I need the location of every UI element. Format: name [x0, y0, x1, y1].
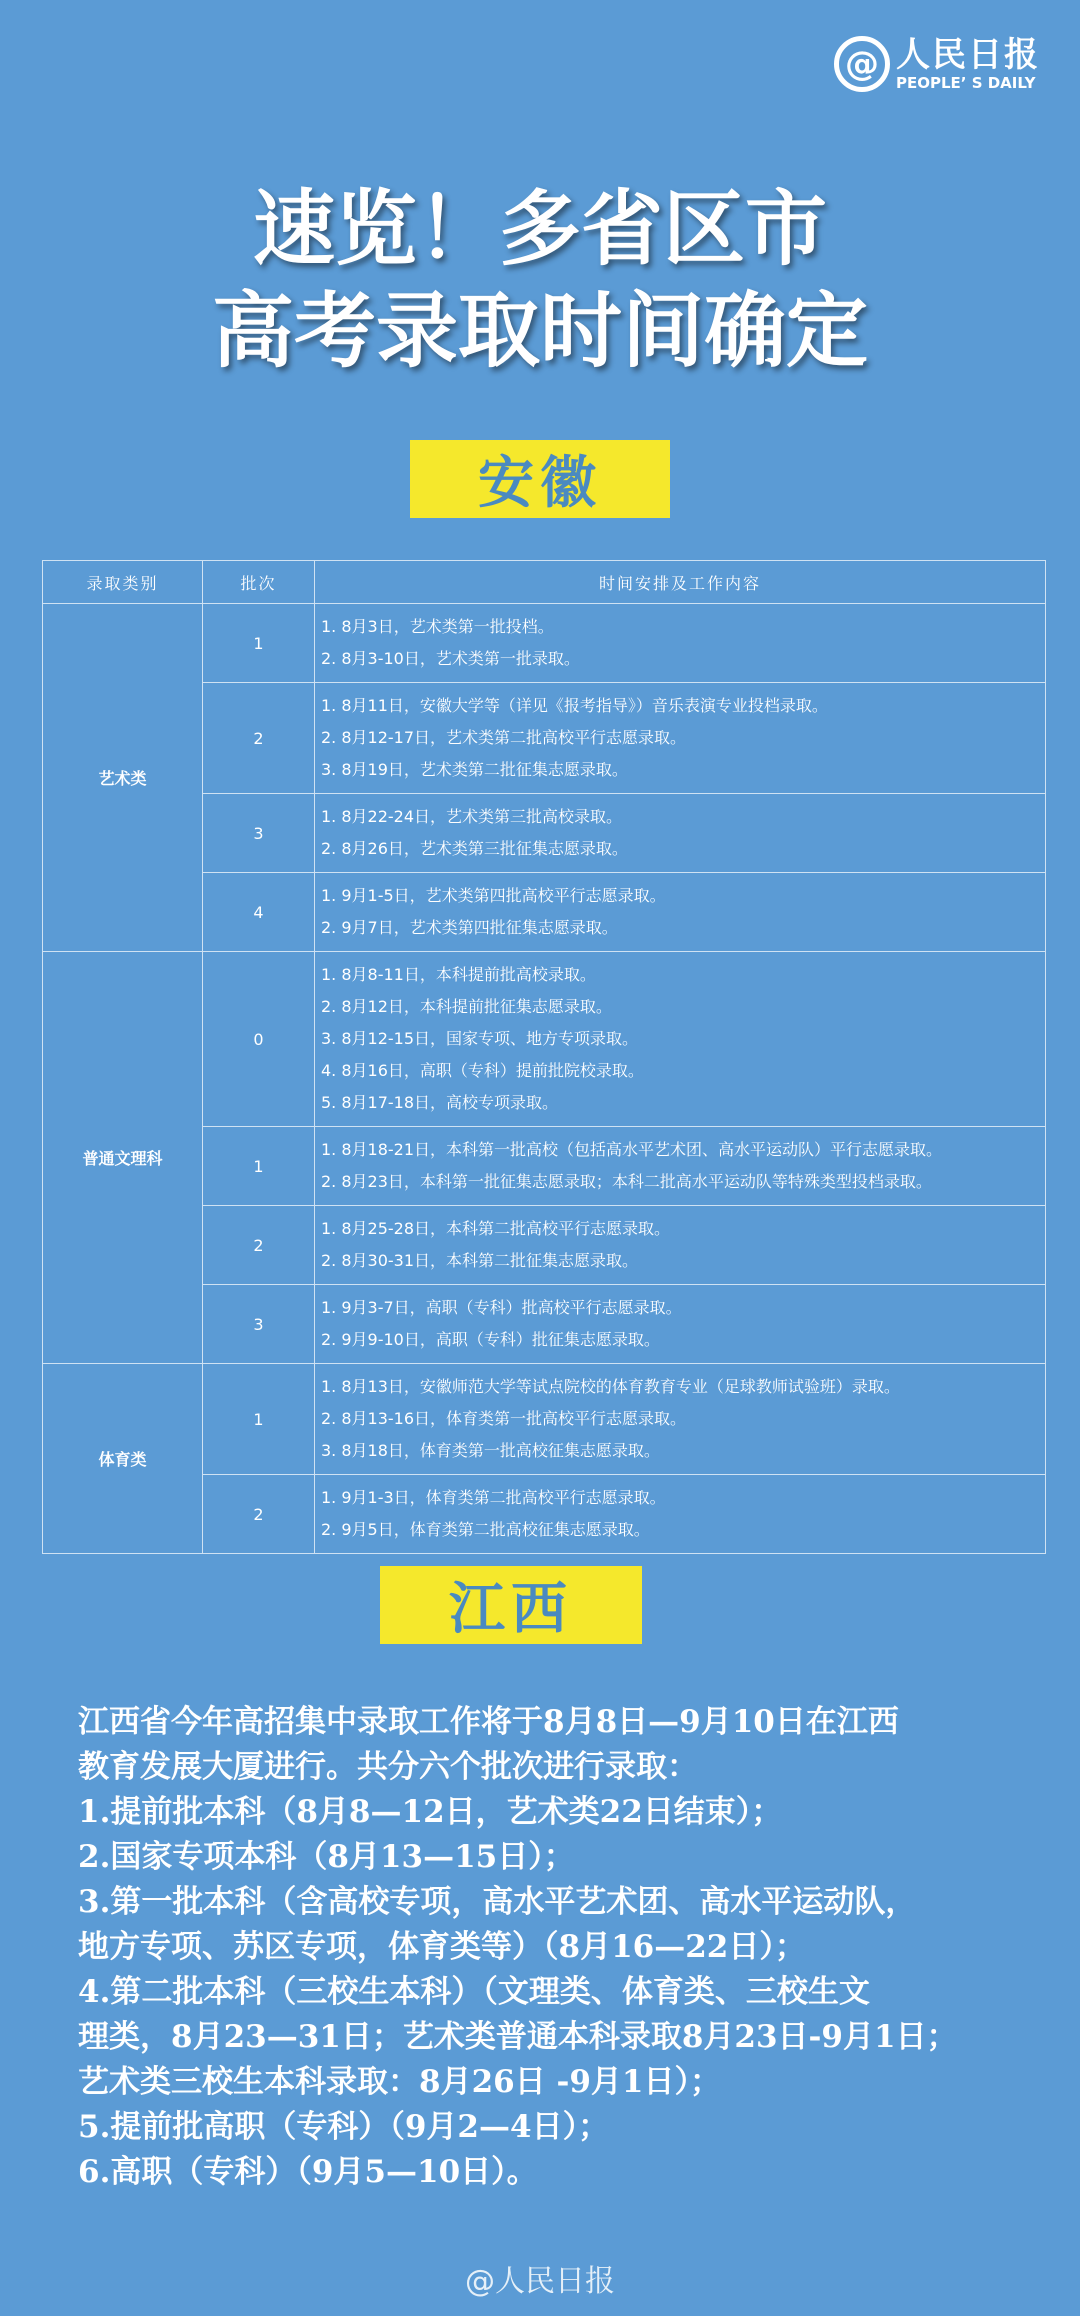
jiangxi-line: 地方专项、苏区专项，体育类等）（8月16—22日）； — [78, 1929, 806, 1965]
batch-cell: 2 — [203, 683, 315, 794]
jiangxi-line: 4.第二批本科（三校生本科）（文理类、体育类、三校生文 — [78, 1974, 870, 2010]
table-header-row — [43, 561, 1046, 604]
batch-cell: 3 — [203, 1285, 315, 1364]
batch-cell: 2 — [203, 1206, 315, 1285]
title-line-1: 速览！多省区市 — [252, 181, 827, 277]
peoples-daily-logo — [834, 36, 1040, 92]
schedule-line: 1. 9月1-3日，体育类第二批高校平行志愿录取。 — [321, 1488, 666, 1507]
content-cell — [315, 683, 1046, 794]
schedule-line: 1. 8月8-11日，本科提前批高校录取。 — [321, 965, 596, 984]
jiangxi-line: 江西省今年高招集中录取工作将于8月8日—9月10日在江西 — [78, 1704, 899, 1740]
schedule-line: 2. 9月9-10日，高职（专科）批征集志愿录取。 — [321, 1330, 660, 1349]
logo-name: 人民日报 — [896, 35, 1040, 75]
schedule-line: 2. 8月26日，艺术类第三批征集志愿录取。 — [321, 839, 628, 858]
schedule-line: 2. 9月7日，艺术类第四批征集志愿录取。 — [321, 918, 618, 937]
schedule-line: 1. 8月13日，安徽师范大学等试点院校的体育教育专业（足球教师试验班）录取。 — [321, 1377, 900, 1396]
schedule-line: 1. 8月22-24日，艺术类第三批高校录取。 — [321, 807, 623, 826]
header-category: 录取类别 — [43, 561, 203, 604]
jiangxi-line: 3.第一批本科（含高校专项，高水平艺术团、高水平运动队， — [78, 1884, 917, 1920]
schedule-line: 5. 8月17-18日，高校专项录取。 — [321, 1093, 559, 1112]
jiangxi-line: 6.高职（专科）（9月5—10日）。 — [78, 2154, 538, 2190]
header-batch: 批次 — [203, 561, 315, 604]
category-cell: 体育类 — [43, 1364, 203, 1554]
schedule-line: 1. 8月3日，艺术类第一批投档。 — [321, 617, 554, 636]
schedule-line: 1. 8月11日，安徽大学等（详见《报考指导》）音乐表演专业投档录取。 — [321, 696, 828, 715]
content-cell — [315, 1364, 1046, 1475]
content-cell — [315, 952, 1046, 1127]
content-cell — [315, 1206, 1046, 1285]
jiangxi-text — [78, 1700, 1058, 2195]
schedule-line: 3. 8月18日，体育类第一批高校征集志愿录取。 — [321, 1441, 660, 1460]
jiangxi-line: 理类，8月23—31日；艺术类普通本科录取8月23日-9月1日； — [78, 2019, 958, 2055]
batch-cell: 1 — [203, 604, 315, 683]
weibo-footer: @人民日报 — [465, 2264, 615, 2299]
schedule-line: 2. 8月30-31日，本科第二批征集志愿录取。 — [321, 1251, 639, 1270]
jiangxi-line: 教育发展大厦进行。共分六个批次进行录取： — [78, 1749, 698, 1785]
content-cell — [315, 873, 1046, 952]
table-row — [43, 604, 1046, 683]
jiangxi-line: 2.国家专项本科（8月13—15日）； — [78, 1839, 575, 1875]
schedule-line: 2. 9月5日，体育类第二批高校征集志愿录取。 — [321, 1520, 650, 1539]
logo-english: PEOPLE’ S DAILY — [896, 74, 1036, 92]
content-cell — [315, 1127, 1046, 1206]
page-title — [0, 178, 1080, 382]
category-cell: 艺术类 — [43, 604, 203, 952]
content-cell — [315, 1285, 1046, 1364]
schedule-line: 1. 8月25-28日，本科第二批高校平行志愿录取。 — [321, 1219, 671, 1238]
anhui-heading: 安徽 — [410, 440, 670, 518]
logo-text — [896, 36, 1040, 92]
jiangxi-heading: 江西 — [380, 1566, 642, 1644]
jiangxi-line: 5.提前批高职（专科）（9月2—4日）； — [78, 2109, 610, 2145]
category-cell: 普通文理科 — [43, 952, 203, 1364]
batch-cell: 0 — [203, 952, 315, 1127]
header-content: 时间安排及工作内容 — [315, 561, 1046, 604]
schedule-line: 2. 8月23日，本科第一批征集志愿录取；本科二批高水平运动队等特殊类型投档录取。 — [321, 1172, 932, 1191]
schedule-line: 1. 8月18-21日，本科第一批高校（包括高水平艺术团、高水平运动队）平行志愿录取。 — [321, 1140, 943, 1159]
at-sign-icon: @ — [834, 36, 890, 92]
schedule-line: 1. 9月1-5日，艺术类第四批高校平行志愿录取。 — [321, 886, 666, 905]
batch-cell: 2 — [203, 1475, 315, 1554]
title-line-2: 高考录取时间确定 — [211, 283, 868, 379]
schedule-line: 4. 8月16日，高职（专科）提前批院校录取。 — [321, 1061, 644, 1080]
batch-cell: 1 — [203, 1364, 315, 1475]
jiangxi-line: 1.提前批本科（8月8—12日，艺术类22日结束）； — [78, 1794, 783, 1830]
schedule-line: 2. 8月12日，本科提前批征集志愿录取。 — [321, 997, 612, 1016]
batch-cell: 1 — [203, 1127, 315, 1206]
jiangxi-line: 艺术类三校生本科录取：8月26日 -9月1日）； — [78, 2064, 722, 2100]
schedule-line: 3. 8月12-15日，国家专项、地方专项录取。 — [321, 1029, 639, 1048]
content-cell — [315, 1475, 1046, 1554]
table-row — [43, 1364, 1046, 1475]
schedule-line: 2. 8月13-16日，体育类第一批高校平行志愿录取。 — [321, 1409, 687, 1428]
table-row — [43, 952, 1046, 1127]
content-cell — [315, 794, 1046, 873]
schedule-line: 3. 8月19日，艺术类第二批征集志愿录取。 — [321, 760, 628, 779]
schedule-line: 2. 8月12-17日，艺术类第二批高校平行志愿录取。 — [321, 728, 687, 747]
anhui-schedule-table — [42, 560, 1046, 1554]
content-cell — [315, 604, 1046, 683]
schedule-line: 1. 9月3-7日，高职（专科）批高校平行志愿录取。 — [321, 1298, 682, 1317]
batch-cell: 3 — [203, 794, 315, 873]
schedule-line: 2. 8月3-10日，艺术类第一批录取。 — [321, 649, 580, 668]
batch-cell: 4 — [203, 873, 315, 952]
